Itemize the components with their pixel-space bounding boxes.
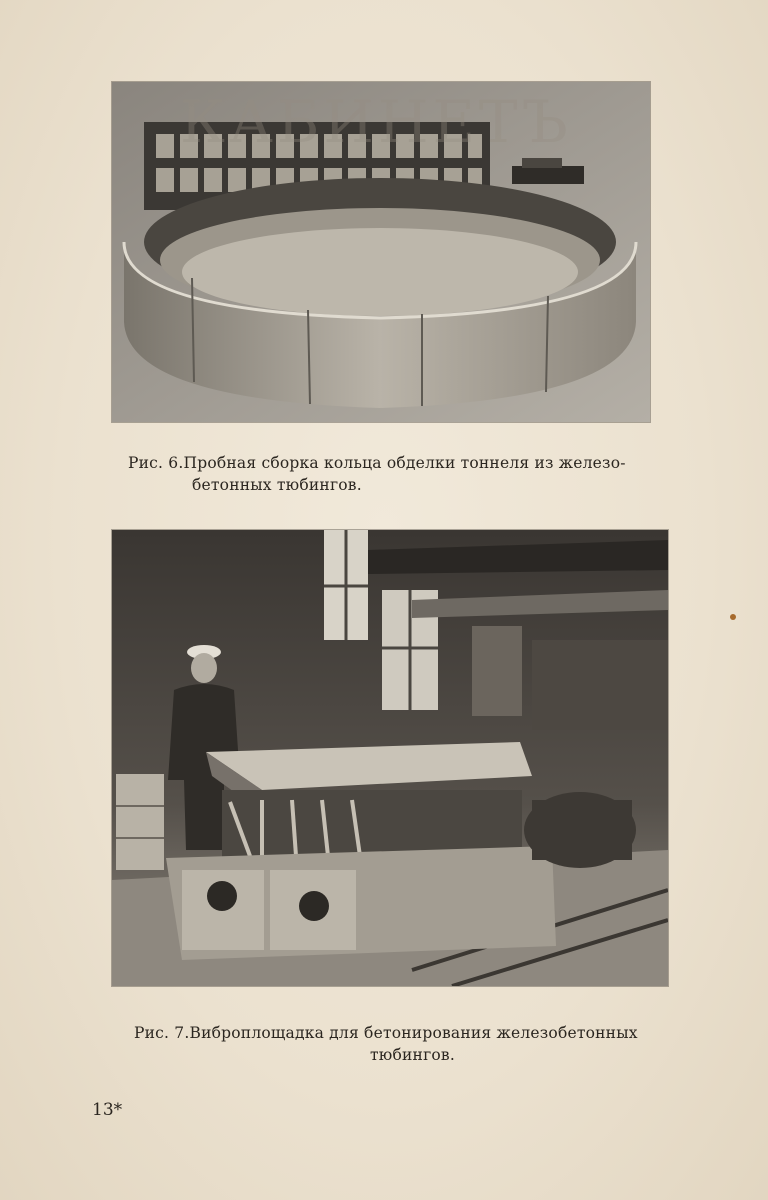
figure-7-caption-line1: Виброплощадка для бетонирования железобетонных (189, 1024, 638, 1042)
figure-7-label: Рис. 7. (134, 1024, 190, 1042)
library-stamp-watermark: КАБИНЕТЪ (180, 88, 572, 156)
vibration-platform-illustration (112, 530, 668, 986)
figure-7-photo (112, 530, 668, 986)
figure-6-caption (128, 452, 648, 496)
figure-6-caption-line1: Пробная сборка кольца обделки тоннеля из железо- (183, 454, 626, 472)
figure-7-caption (134, 1022, 674, 1066)
figure-6-photo (112, 82, 650, 422)
page-number: 13* (92, 1100, 123, 1120)
figure-6-label: Рис. 6. (128, 454, 184, 472)
paper-speck (730, 614, 736, 620)
figure-7-caption-line2: тюбингов. (370, 1046, 455, 1064)
figure-6-caption-line2: бетонных тюбингов. (192, 476, 362, 494)
tunnel-ring-illustration (112, 82, 650, 422)
